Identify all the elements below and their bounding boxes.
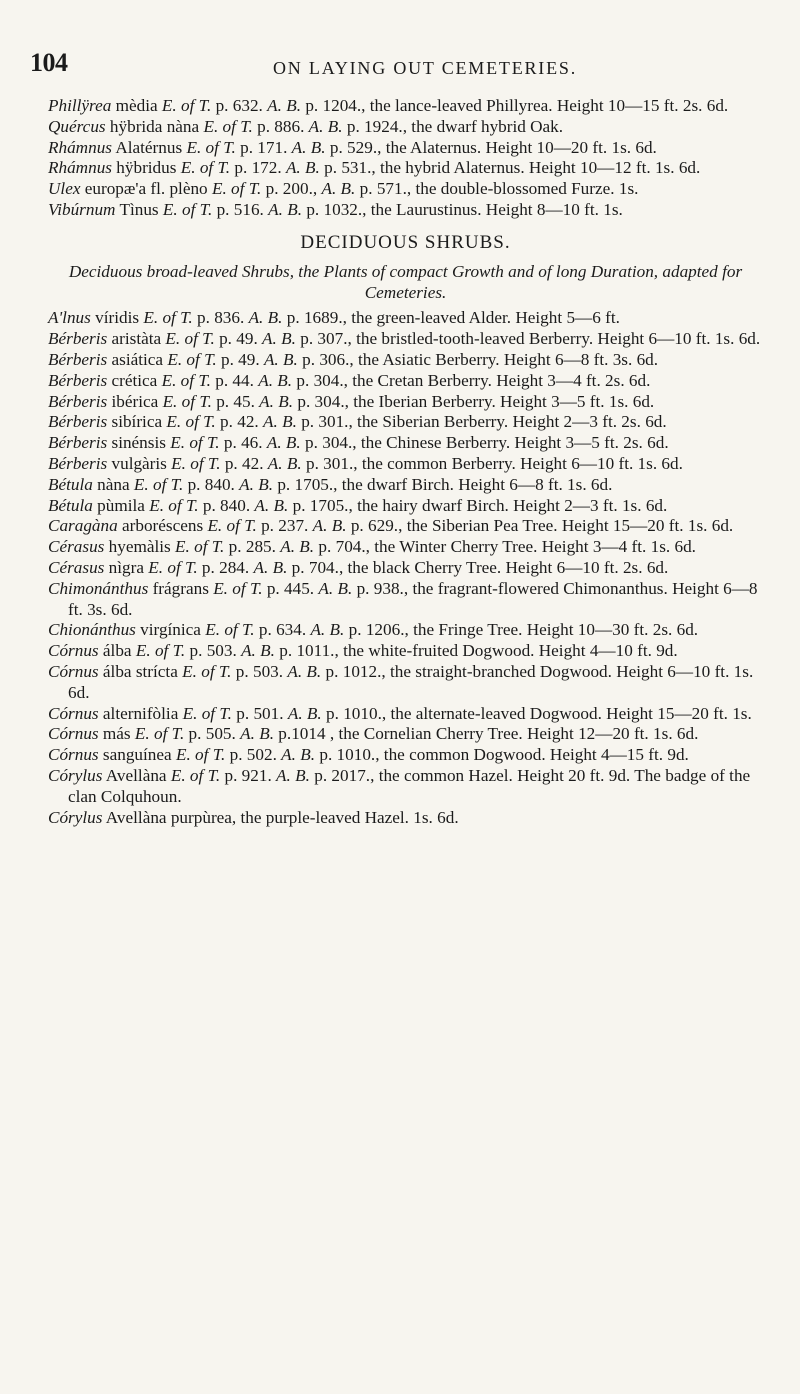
reference-abbrev: E. of T. bbox=[211, 179, 262, 199]
plant-entry bbox=[48, 158, 763, 179]
plant-entry bbox=[48, 412, 763, 433]
page-reference: p. 49. bbox=[214, 329, 263, 349]
page-reference: p. 42. bbox=[220, 453, 268, 473]
page-reference: p. 502. bbox=[225, 745, 282, 765]
reference-abbrev: E. of T. bbox=[167, 349, 217, 369]
reference-abbrev: E. of T. bbox=[182, 703, 232, 723]
reference-abbrev: A. B. bbox=[318, 578, 353, 598]
page-reference: p. 172. bbox=[230, 158, 286, 178]
plant-entry bbox=[48, 179, 763, 200]
reference-abbrev: A. B. bbox=[268, 199, 303, 219]
reference-abbrev: E. of T. bbox=[134, 724, 185, 744]
reference-abbrev: E. of T. bbox=[171, 453, 221, 473]
reference-abbrev: A. B. bbox=[239, 474, 274, 494]
reference-abbrev: E. of T. bbox=[182, 661, 232, 681]
entry-description: p. 1010., the alternate-leaved Dogwood. Height 15—20 ft. 1s. bbox=[321, 703, 752, 723]
page-reference: p. 836. bbox=[192, 308, 249, 328]
plant-entry bbox=[48, 704, 763, 725]
page-reference: p. 840. bbox=[183, 474, 240, 494]
genus-name: Bérberis bbox=[48, 391, 108, 411]
species-name: víridis bbox=[90, 308, 144, 328]
running-head bbox=[30, 48, 760, 88]
reference-abbrev: E. of T. bbox=[148, 557, 198, 577]
entry-description: p. 304., the Cretan Berberry. Height 3—4 ft. 2s. 6d. bbox=[292, 370, 651, 390]
section-subtitle: Deciduous broad-leaved Shrubs, the Plants of compact Growth and of long Duration, adapted for Cemeteries. bbox=[68, 261, 743, 302]
reference-abbrev: E. of T. bbox=[170, 433, 220, 453]
reference-abbrev: E. of T. bbox=[162, 391, 212, 411]
reference-abbrev: A. B. bbox=[267, 453, 302, 473]
entry-description: p. 1012., the straight-branched Dogwood. Height 6—10 ft. 1s. 6d. bbox=[68, 661, 754, 702]
reference-abbrev: A. B. bbox=[248, 308, 283, 328]
entry-description: p. 1206., the Fringe Tree. Height 10—30 ft. 2s. 6d. bbox=[344, 620, 699, 640]
plant-entry bbox=[48, 808, 763, 829]
plant-entry bbox=[48, 620, 763, 641]
genus-name: Bérberis bbox=[48, 349, 108, 369]
plant-entry bbox=[48, 350, 763, 371]
genus-name: Quércus bbox=[48, 116, 106, 136]
entry-description: p. 1705., the dwarf Birch. Height 6—8 ft. 1s. 6d. bbox=[273, 474, 613, 494]
genus-name: Rhámnus bbox=[48, 158, 112, 178]
section-heading: DECIDUOUS SHRUBS. bbox=[300, 231, 511, 253]
species-name: crética bbox=[107, 370, 162, 390]
entry-description: p. 529., the Alaternus. Height 10—20 ft. 1s. 6d. bbox=[325, 137, 657, 157]
page-reference: p. 921. bbox=[220, 765, 277, 785]
reference-abbrev: A. B. bbox=[241, 641, 275, 661]
genus-name: Bérberis bbox=[48, 412, 108, 432]
plant-entry bbox=[48, 454, 763, 475]
species-name: más bbox=[98, 724, 135, 744]
genus-name: A'lnus bbox=[48, 308, 91, 328]
genus-name: Chimonánthus bbox=[48, 578, 149, 598]
entry-description: p. 2017., the common Hazel. Height 20 ft. 9d. The badge of the clan Colquhoun. bbox=[68, 765, 751, 806]
page-content bbox=[48, 96, 763, 828]
reference-abbrev: A. B. bbox=[280, 537, 315, 557]
entry-description: p. 704., the Winter Cherry Tree. Height 3—4 ft. 1s. 6d. bbox=[314, 537, 696, 557]
reference-abbrev: E. of T. bbox=[170, 765, 221, 785]
reference-abbrev: A. B. bbox=[253, 557, 288, 577]
page-reference: p. 516. bbox=[212, 199, 269, 219]
page-reference: p. 503. bbox=[231, 661, 288, 681]
page-reference: p. 505. bbox=[184, 724, 241, 744]
plant-entry bbox=[48, 329, 763, 350]
page-reference: p. 237. bbox=[256, 516, 313, 536]
reference-abbrev: E. of T. bbox=[175, 745, 226, 765]
reference-abbrev: A. B. bbox=[310, 620, 345, 640]
genus-name: Córnus bbox=[48, 724, 99, 744]
reference-abbrev: A. B. bbox=[291, 137, 326, 157]
reference-abbrev: E. of T. bbox=[161, 96, 212, 115]
plant-entry bbox=[48, 766, 763, 808]
plant-entry bbox=[48, 745, 763, 766]
reference-abbrev: A. B. bbox=[254, 495, 289, 515]
plant-entry bbox=[48, 537, 763, 558]
species-name: vulgàris bbox=[107, 453, 172, 473]
plant-entry bbox=[48, 558, 763, 579]
entry-description: p. 629., the Siberian Pea Tree. Height 15—20 ft. 1s. 6d. bbox=[346, 516, 734, 536]
reference-abbrev: A. B. bbox=[308, 116, 343, 136]
page-reference: p. 171. bbox=[235, 137, 292, 157]
reference-abbrev: A. B. bbox=[276, 765, 310, 785]
genus-name: Cérasus bbox=[48, 557, 105, 577]
reference-abbrev: A. B. bbox=[281, 745, 316, 765]
page-reference: p. 42. bbox=[215, 412, 263, 432]
reference-abbrev: A. B. bbox=[263, 412, 297, 432]
page-reference: p. 44. bbox=[210, 370, 259, 390]
reference-abbrev: E. of T. bbox=[143, 308, 193, 328]
species-name: ibérica bbox=[107, 391, 163, 411]
plant-entry bbox=[48, 371, 763, 392]
evergreen-shrub-list bbox=[48, 96, 763, 221]
species-name: hyemàlis bbox=[104, 537, 176, 557]
genus-name: Cérasus bbox=[48, 537, 105, 557]
species-name: arboréscens bbox=[117, 516, 208, 536]
reference-abbrev: E. of T. bbox=[133, 474, 184, 494]
reference-abbrev: A. B. bbox=[287, 661, 322, 681]
genus-name: Vibúrnum bbox=[48, 199, 116, 219]
genus-name: Córnus bbox=[48, 661, 99, 681]
species-name: asiática bbox=[107, 349, 168, 369]
genus-name: Chionánthus bbox=[48, 620, 136, 640]
plant-entry bbox=[48, 96, 763, 117]
genus-name: Phillÿrea bbox=[48, 96, 112, 115]
reference-abbrev: A. B. bbox=[259, 391, 294, 411]
entry-description: p. 1032., the Laurustinus. Height 8—10 ft. 1s. bbox=[302, 199, 623, 219]
plant-entry bbox=[48, 662, 763, 704]
entry-description: p. 307., the bristled-tooth-leaved Berberry. Height 6—10 ft. 1s. 6d. bbox=[295, 329, 761, 349]
species-name: Avellàna bbox=[102, 765, 171, 785]
entry-description: p. 1705., the hairy dwarf Birch. Height 2—3 ft. 1s. 6d. bbox=[288, 495, 668, 515]
reference-abbrev: E. of T. bbox=[205, 620, 255, 640]
species-name: alternifòlia bbox=[98, 703, 183, 723]
species-name: Tìnus bbox=[115, 199, 163, 219]
page-number: 104 bbox=[30, 48, 68, 77]
plant-entry bbox=[48, 496, 763, 517]
species-name: nàna bbox=[92, 474, 134, 494]
reference-abbrev: A. B. bbox=[285, 158, 320, 178]
genus-name: Bérberis bbox=[48, 433, 108, 453]
reference-abbrev: A. B. bbox=[263, 349, 298, 369]
reference-abbrev: A. B. bbox=[321, 179, 356, 199]
reference-abbrev: A. B. bbox=[266, 433, 301, 453]
entry-description: p. 704., the black Cherry Tree. Height 6—10 ft. 2s. 6d. bbox=[287, 557, 669, 577]
plant-entry bbox=[48, 579, 763, 621]
plant-entry bbox=[48, 516, 763, 537]
genus-name: Bérberis bbox=[48, 453, 108, 473]
species-name: pùmila bbox=[92, 495, 150, 515]
page-reference: p. 445. bbox=[262, 578, 319, 598]
species-name: sibírica bbox=[107, 412, 167, 432]
reference-abbrev: A. B. bbox=[267, 96, 302, 115]
page-reference: p. 285. bbox=[224, 537, 281, 557]
reference-abbrev: E. of T. bbox=[203, 116, 253, 136]
reference-abbrev: E. of T. bbox=[175, 537, 225, 557]
reference-abbrev: E. of T. bbox=[207, 516, 257, 536]
reference-abbrev: A. B. bbox=[287, 703, 322, 723]
species-name: frágrans bbox=[148, 578, 214, 598]
page-reference: p. 49. bbox=[216, 349, 264, 369]
genus-name: Córylus bbox=[48, 765, 103, 785]
plant-entry bbox=[48, 724, 763, 745]
species-name: hÿbridus bbox=[111, 158, 181, 178]
entry-description: p. 301., the common Berberry. Height 6—10 ft. 1s. 6d. bbox=[301, 453, 683, 473]
deciduous-shrub-list bbox=[48, 308, 763, 828]
reference-abbrev: E. of T. bbox=[186, 137, 236, 157]
plant-entry bbox=[48, 200, 763, 221]
running-title: ON LAYING OUT CEMETERIES. bbox=[273, 58, 577, 78]
species-name: hÿbrida nàna bbox=[105, 116, 204, 136]
reference-abbrev: A. B. bbox=[262, 329, 296, 349]
reference-abbrev: E. of T. bbox=[161, 370, 211, 390]
reference-abbrev: E. of T. bbox=[180, 158, 231, 178]
plant-entry bbox=[48, 138, 763, 159]
entry-description: p. 571., the double-blossomed Furze. 1s. bbox=[355, 179, 639, 199]
species-name: álba bbox=[98, 641, 136, 661]
reference-abbrev: A. B. bbox=[312, 516, 347, 536]
reference-abbrev: E. of T. bbox=[162, 199, 213, 219]
entry-description: p. 1204., the lance-leaved Phillyrea. Height 10—15 ft. 2s. 6d. bbox=[301, 96, 729, 115]
entry-description: p. 1010., the common Dogwood. Height 4—15 ft. 9d. bbox=[315, 745, 689, 765]
entry-description: p. 1011., the white-fruited Dogwood. Height 4—10 ft. 9d. bbox=[274, 641, 678, 661]
species-name: sanguínea bbox=[98, 745, 176, 765]
genus-name: Córylus bbox=[48, 807, 103, 827]
entry-description: p.1014 , the Cornelian Cherry Tree. Height 12—20 ft. 1s. 6d. bbox=[274, 724, 699, 744]
plant-entry bbox=[48, 117, 763, 138]
page-reference: p. 503. bbox=[185, 641, 242, 661]
plant-entry bbox=[48, 308, 763, 329]
genus-name: Rhámnus bbox=[48, 137, 112, 157]
species-name: Alatérnus bbox=[111, 137, 187, 157]
entry-description: p. 304., the Chinese Berberry. Height 3—5 ft. 2s. 6d. bbox=[300, 433, 669, 453]
species-name: nìgra bbox=[104, 557, 149, 577]
genus-name: Córnus bbox=[48, 703, 99, 723]
page-reference: p. 284. bbox=[197, 557, 254, 577]
species-name: mèdia bbox=[111, 96, 162, 115]
species-name: álba strícta bbox=[98, 661, 183, 681]
reference-abbrev: E. of T. bbox=[149, 495, 199, 515]
species-name: sinénsis bbox=[107, 433, 171, 453]
reference-abbrev: E. of T. bbox=[135, 641, 186, 661]
page-reference: p. 632. bbox=[211, 96, 268, 115]
genus-name: Bérberis bbox=[48, 329, 108, 349]
species-name: virgínica bbox=[135, 620, 206, 640]
entry-description: p. 301., the Siberian Berberry. Height 2—3 ft. 2s. 6d. bbox=[296, 412, 667, 432]
reference-abbrev: A. B. bbox=[258, 370, 293, 390]
page-reference: p. 200., bbox=[261, 179, 322, 199]
genus-name: Caragàna bbox=[48, 516, 118, 536]
species-name: europæ'a fl. plèno bbox=[80, 179, 212, 199]
entry-description: p. 1689., the green-leaved Alder. Height 5—6 ft. bbox=[282, 308, 620, 328]
plant-entry bbox=[48, 641, 763, 662]
entry-description: p. 306., the Asiatic Berberry. Height 6—8 ft. 3s. 6d. bbox=[297, 349, 659, 369]
reference-abbrev: E. of T. bbox=[166, 412, 216, 432]
entry-description: p. 1924., the dwarf hybrid Oak. bbox=[342, 116, 564, 136]
page-reference: p. 634. bbox=[254, 620, 311, 640]
page-reference: p. 501. bbox=[231, 703, 288, 723]
genus-name: Bérberis bbox=[48, 370, 108, 390]
page-reference: p. 45. bbox=[211, 391, 260, 411]
genus-name: Córnus bbox=[48, 641, 99, 661]
page-reference: p. 840. bbox=[198, 495, 255, 515]
plant-entry bbox=[48, 433, 763, 454]
species-name: aristàta bbox=[107, 329, 166, 349]
page-reference: p. 886. bbox=[252, 116, 309, 136]
reference-abbrev: A. B. bbox=[240, 724, 274, 744]
plant-entry bbox=[48, 475, 763, 496]
genus-name: Bétula bbox=[48, 495, 93, 515]
reference-abbrev: E. of T. bbox=[165, 329, 215, 349]
plant-entry bbox=[48, 392, 763, 413]
genus-name: Bétula bbox=[48, 474, 93, 494]
genus-name: Ulex bbox=[48, 179, 81, 199]
entry-description: p. 938., the fragrant-flowered Chimonanthus. Height 6—8 ft. 3s. 6d. bbox=[68, 578, 758, 619]
page-reference: p. 46. bbox=[219, 433, 267, 453]
genus-name: Córnus bbox=[48, 745, 99, 765]
species-name: Avellàna purpùrea, the purple-leaved Hazel. 1s. 6d. bbox=[102, 807, 459, 827]
reference-abbrev: E. of T. bbox=[213, 578, 263, 598]
entry-description: p. 531., the hybrid Alaternus. Height 10—12 ft. 1s. 6d. bbox=[319, 158, 701, 178]
entry-description: p. 304., the Iberian Berberry. Height 3—5 ft. 1s. 6d. bbox=[293, 391, 655, 411]
